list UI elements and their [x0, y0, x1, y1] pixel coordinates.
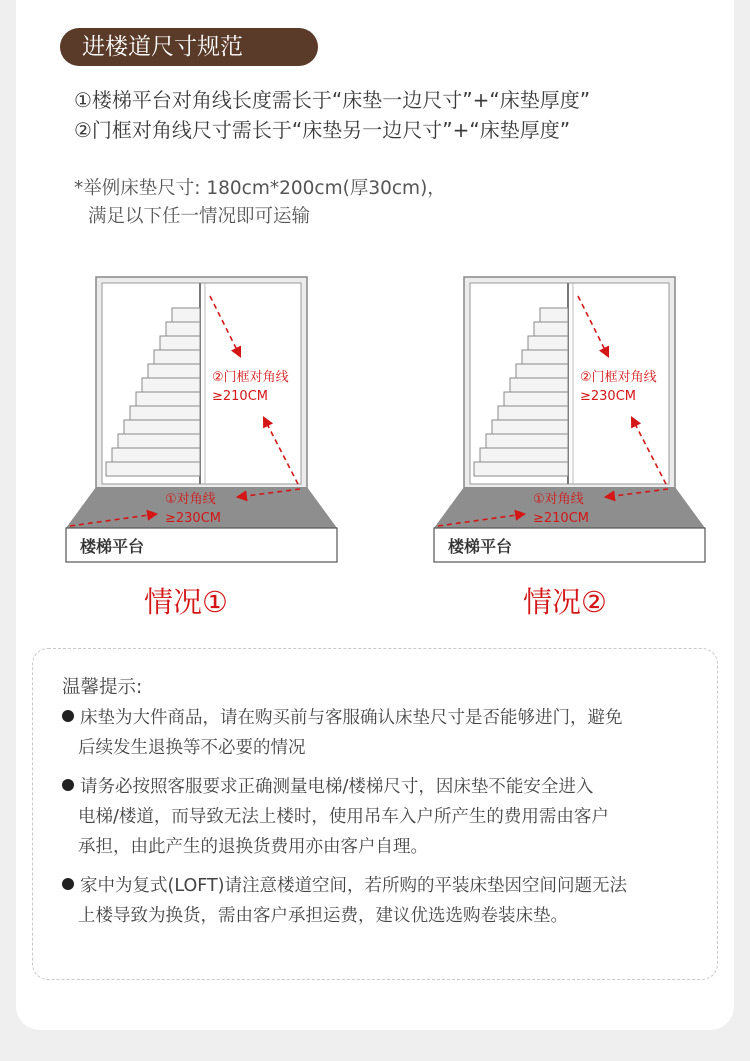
diagram-2	[434, 277, 705, 562]
floor-diagonal-value-2: ≥210CM	[533, 511, 589, 526]
section-title-badge: 进楼道尺寸规范	[60, 28, 318, 66]
platform-label-1: 楼梯平台	[80, 537, 145, 556]
situation-caption-2: 情况②	[523, 585, 607, 619]
example-line-1: *举例床垫尺寸: 180cm*200cm(厚30cm)，	[74, 178, 446, 199]
frame-diagonal-value-1: ≥210CM	[212, 389, 268, 404]
bullet-icon	[62, 710, 74, 722]
tip-item-2: 请务必按照客服要求正确测量电梯/楼梯尺寸，因床垫不能安全进入 电梯/楼道，而导致无法上楼时，使用吊车入户所产生的费用需由客户 承担，由此产生的退换货费用亦由客户自理。	[62, 772, 712, 862]
example-line-2: 满足以下任一情况即可运输	[88, 206, 311, 227]
tips-title: 温馨提示:	[62, 677, 143, 698]
platform-label-2: 楼梯平台	[448, 537, 513, 556]
situation-caption-1: 情况①	[144, 585, 228, 619]
floor-diagonal-label-2: ①对角线	[533, 492, 584, 507]
bullet-icon	[62, 779, 74, 791]
bullet-icon	[62, 878, 74, 890]
frame-diagonal-value-2: ≥230CM	[580, 389, 636, 404]
frame-diagonal-label-2: ②门框对角线	[580, 370, 657, 385]
tip-item-3: 家中为复式(LOFT)请注意楼道空间，若所购的平装床垫因空间问题无法 上楼导致为换货，需由客户承担运费，建议优选选购卷装床垫。	[62, 871, 712, 931]
floor-diagonal-value-1: ≥230CM	[165, 511, 221, 526]
rule-1: ①楼梯平台对角线长度需长于“床垫一边尺寸”+“床垫厚度”	[74, 88, 591, 112]
diagram-1	[66, 277, 337, 562]
frame-diagonal-label-1: ②门框对角线	[212, 370, 289, 385]
floor-diagonal-label-1: ①对角线	[165, 492, 216, 507]
rule-2: ②门框对角线尺寸需长于“床垫另一边尺寸”+“床垫厚度”	[74, 118, 571, 142]
tip-item-1: 床垫为大件商品，请在购买前与客服确认床垫尺寸是否能够进门，避免 后续发生退换等不必要的情况	[62, 703, 712, 763]
